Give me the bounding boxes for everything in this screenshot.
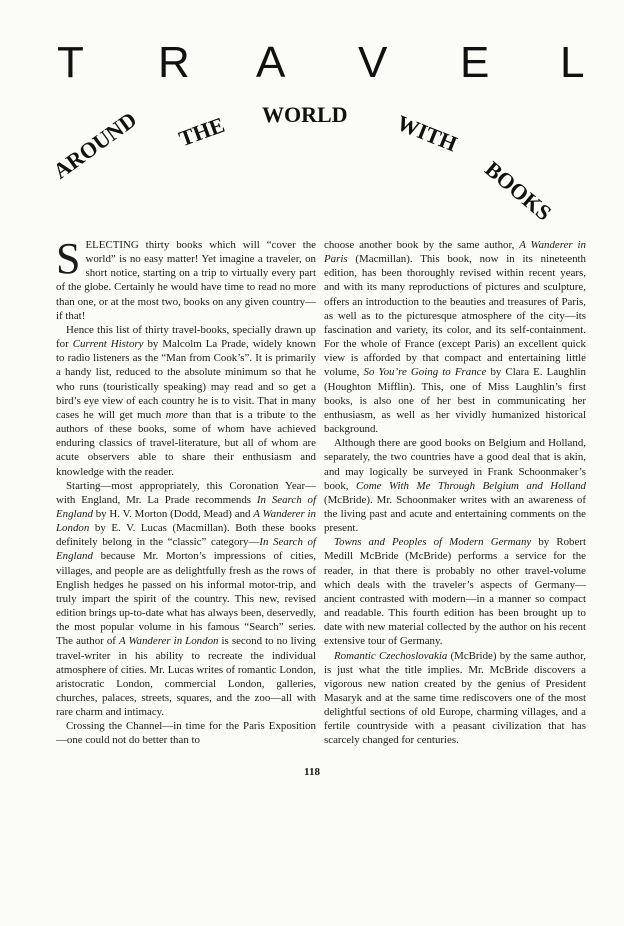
paragraph: Hence this list of thirty travel-books, specially drawn up for Current History by Malcolm La Prade, widely known to radio listeners as the “Man from Cook’s”. It is primarily a handy list, reduced to the absolute minimum so that he who runs (touristically speaking) may read and so get a bird’s eye view of each country he is to visit. That in many cases he will get much more than that is a tribute to the authors of these books, some of whom have achieved enduring classics of travel-literature, but all of whom are acute observers able to share their enthusiasm and knowledge with the reader. <box>56 323 316 478</box>
title-letter: L <box>560 38 585 87</box>
book-title: A Wanderer in London <box>56 507 316 535</box>
book-title: Towns and Peoples of Modern Germany <box>334 536 532 549</box>
book-title: In Search of England <box>56 536 317 563</box>
title-letter: E <box>460 38 490 87</box>
book-title: Romantic Czechoslovakia <box>334 649 448 662</box>
subtitle-word-with: WITH <box>393 109 461 157</box>
book-title: So You’re Going to France <box>363 366 487 379</box>
paragraph: Romantic Czechoslovakia (McBride) by the same author, is just what the title implies. Mr. McBride discovers a vigorous new nation created by the genius of President Masaryk and at the same time rediscovers one of the most delightful sections of old Europe, charming villages, and a fertile countryside with a peasant civilization that has scarcely changed for centuries. <box>324 649 586 747</box>
subtitle-word-books: BOOKS <box>480 156 557 226</box>
paragraph: SELECTING thirty books which will “cover the world” is no easy matter! Yet imagine a traveler, on short notice, starting on a trip to virtually every part of the globe. Certainly he would have time to read no more than one, or at the most two, books on any given country—if that! <box>56 234 316 322</box>
article-column-left <box>56 234 317 748</box>
paragraph: Towns and Peoples of Modern Germany by Robert Medill McBride (McBride) performs a service for the reader, in that there is probably no other travel-volume which deals with the traveler’s aspects of Germany—ancient contrasted with modern—in a manner so compact and readable. This fourth edition has been brought up to date with new material collected by the author on his recent extensive tour of Germany. <box>324 536 586 648</box>
section-title <box>0 38 624 88</box>
title-letter: T <box>57 38 84 87</box>
subtitle-word-the: THE <box>175 111 228 152</box>
book-title: In Search of England <box>56 493 317 520</box>
title-letter: R <box>158 38 190 87</box>
book-title: Current History <box>72 338 144 351</box>
article-column-right <box>324 238 586 748</box>
paragraph: Starting—most appropriately, this Coronation Year—with England, Mr. La Prade recommends In Search of England by H. V. Morton (Dodd, Mead) and A Wanderer in London by E. V. Lucas (Macmillan). Both these books definitely belong in the “classic” category—In Search of England because Mr. Morton’s impressions of cities, villages, and people are as delightfully fresh as the rows of English hedges he passed on his informal motor-trip, and truly impart the spirit of the country. This new, revised edition brings up-to-date what has always been, deservedly, the most popular volume in his famous “Search” series. The author of A Wanderer in London is second to no living travel-writer in his ability to recreate the individual atmosphere of cities. Mr. Lucas writes of romantic London, aristocratic London, commercial London, galleries, churches, palaces, streets, squares, and the zoo—all with rare charm and intimacy. <box>56 479 317 719</box>
title-letter: A <box>256 38 286 87</box>
title-letter: V <box>358 38 388 87</box>
subtitle-word-around: AROUND <box>48 106 142 184</box>
paragraph: choose another book by the same author, A Wanderer in Paris (Macmillan). This book, now in its nineteenth edition, has been thoroughly revised within recent years, and with its many reproductions of pictures and sculpture, offers an introduction to the beauties and treasures of Paris, as well as to the picturesque atmosphere of the city—its fascination and variety, its color, and its self-containment. For the whole of France (except Paris) an excellent quick view is afforded by that compact and entertaining little volume, So You’re Going to France by Clara E. Laughlin (Houghton Mifflin). This, one of Miss Laughlin’s first books, is also one of her best in communicating her enthusiasm, as well as her vividly humanized historical background. <box>324 239 587 436</box>
book-title: Come With Me Through Belgium and Holland <box>356 479 586 492</box>
page-number: 118 <box>304 766 320 778</box>
drop-cap: S <box>56 234 81 283</box>
paragraph: Although there are good books on Belgium and Holland, separately, the two countries have a good deal that is akin, and may logically be surveyed in Frank Schoonmaker’s book, Come With Me Through Belgium and Holland (McBride). Mr. Schoonmaker writes with an awareness of the living past and acute and entertaining comments on the present. <box>324 437 586 535</box>
book-title: A Wanderer in London <box>118 635 219 648</box>
subtitle-word-world: WORLD <box>262 102 348 127</box>
book-title: A Wanderer in Paris <box>324 239 586 266</box>
paragraph: Crossing the Channel—in time for the Paris Exposition—one could not do better than to <box>56 720 316 747</box>
